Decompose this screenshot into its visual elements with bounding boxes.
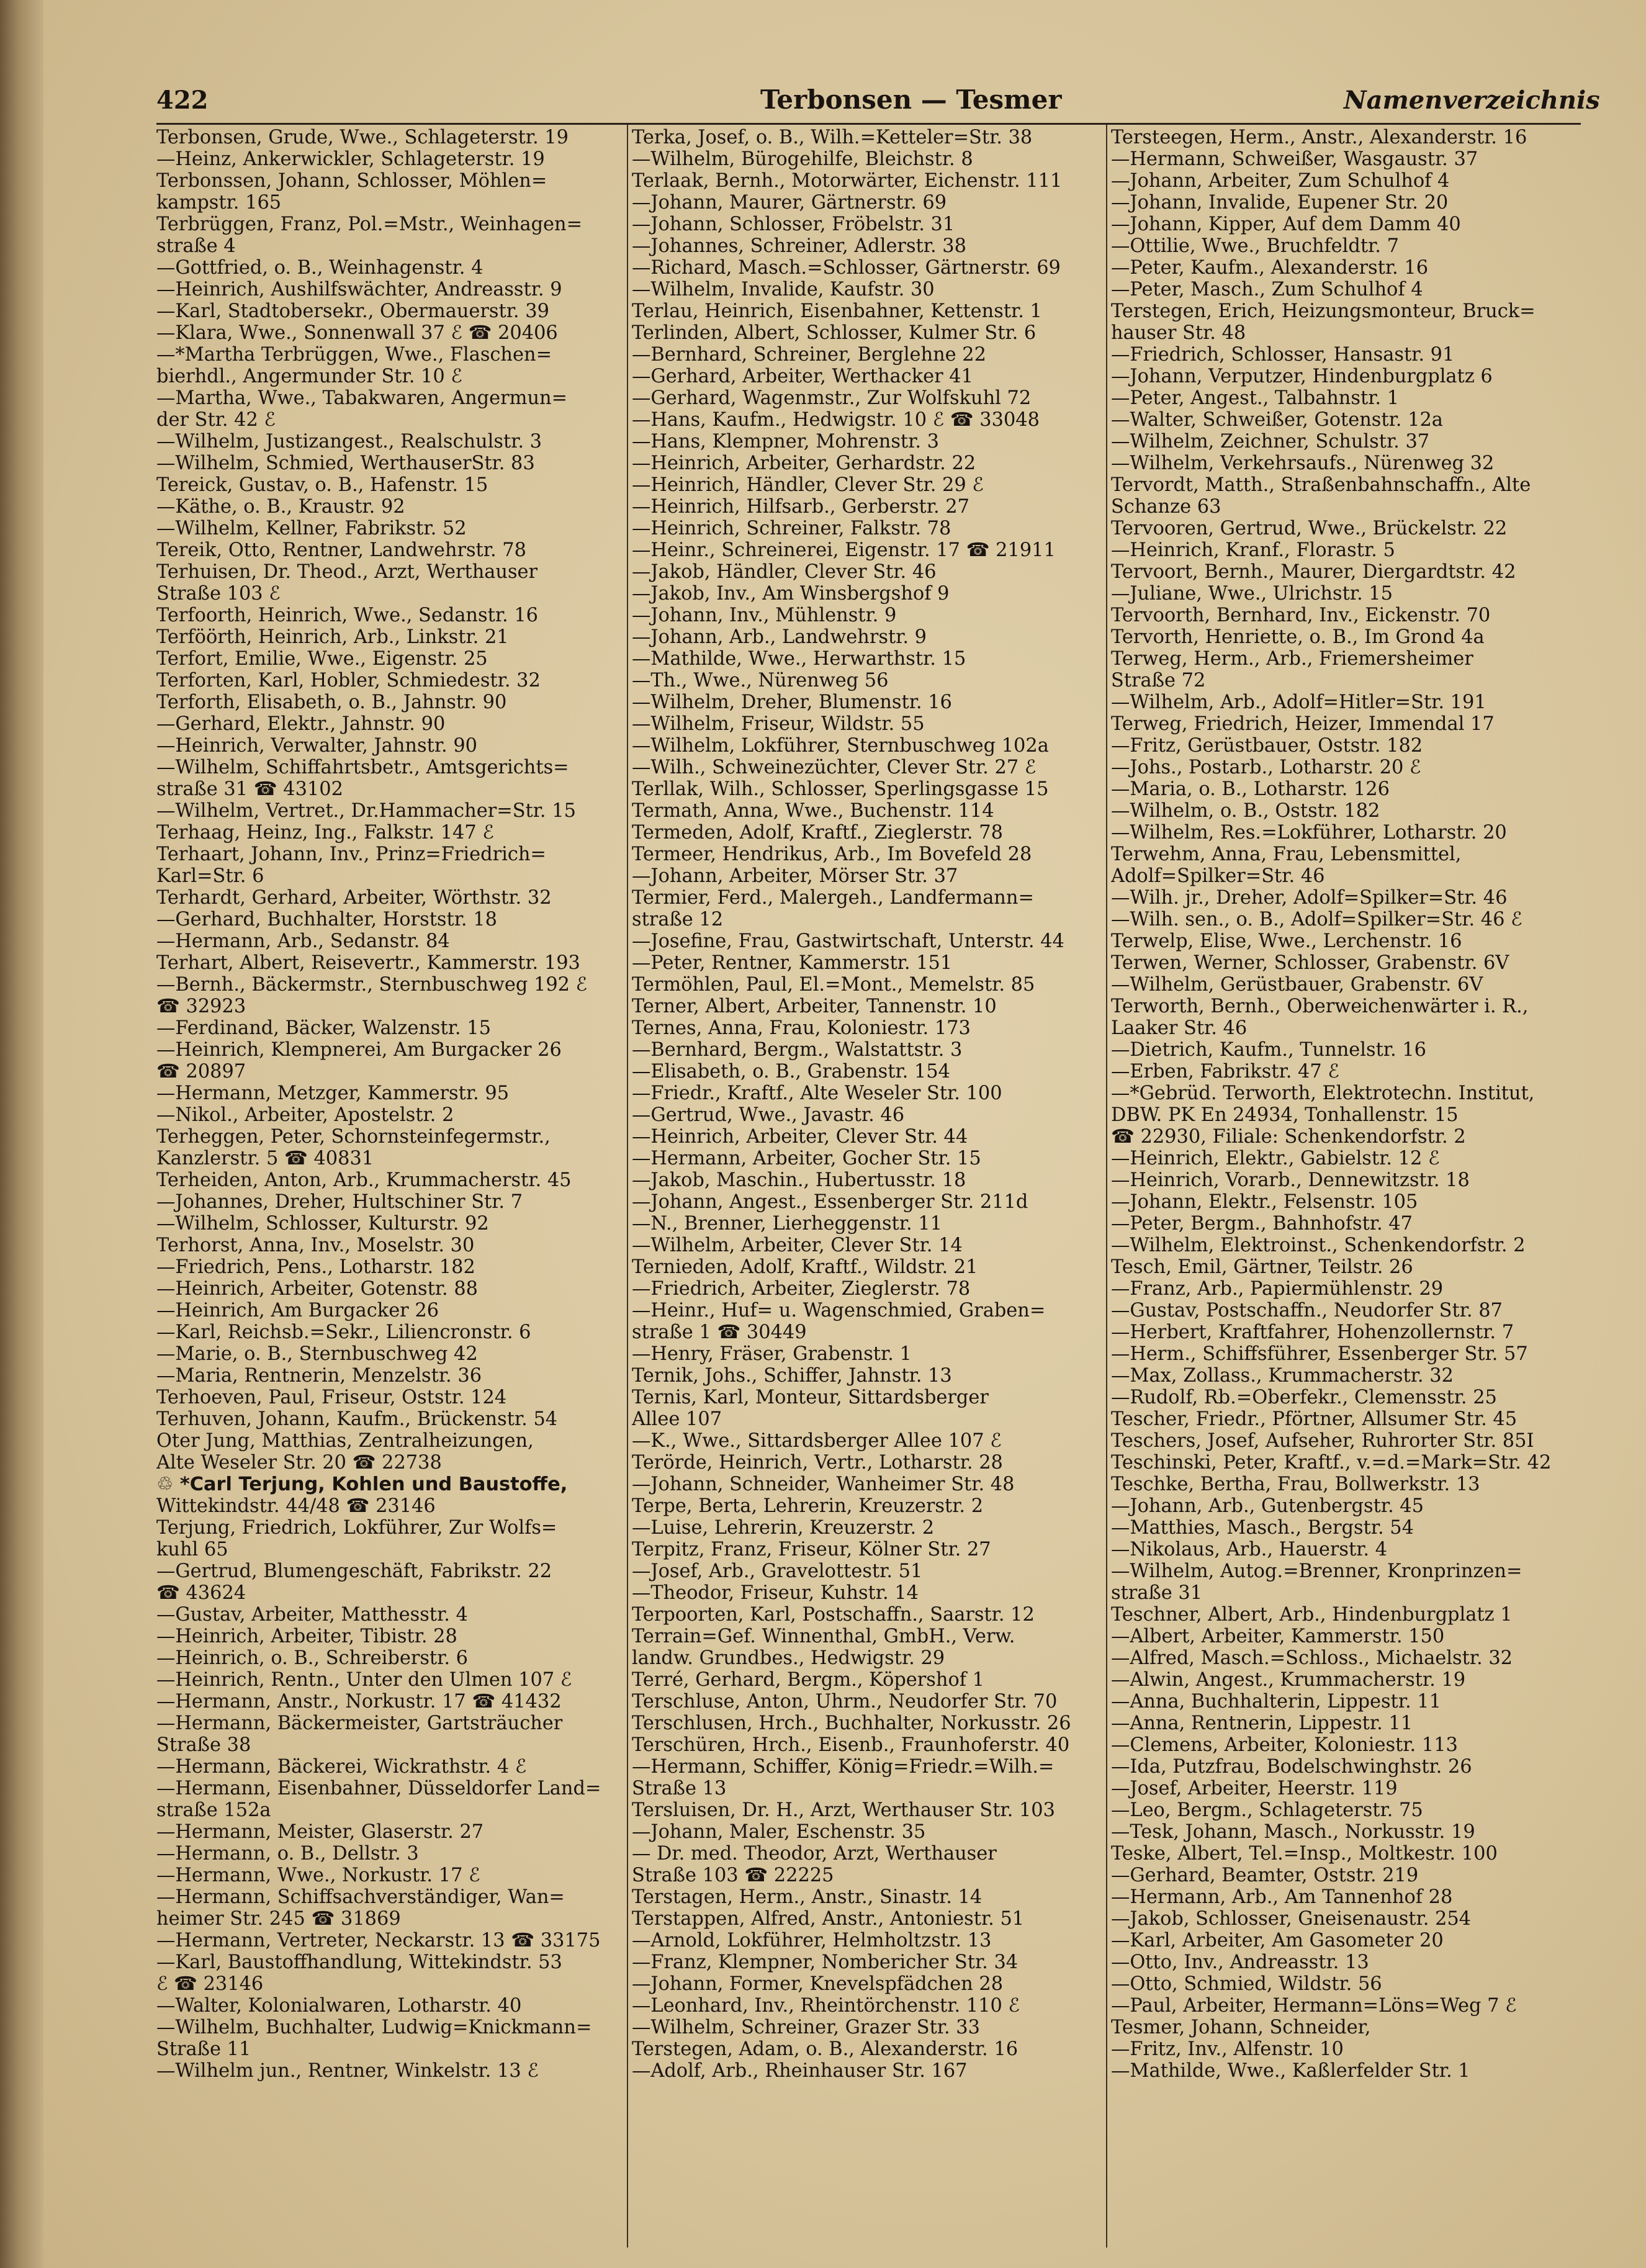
directory-entry-line: —Friedr., Kraftf., Alte Weseler Str. 100 bbox=[632, 1082, 1002, 1104]
directory-entry-line: Terlau, Heinrich, Eisenbahner, Kettenstr. 1 bbox=[632, 300, 1042, 322]
directory-entry-line: —Wilhelm, Gerüstbauer, Grabenstr. 6V bbox=[1111, 974, 1483, 996]
directory-entry-line: —Johann, Former, Knevelspfädchen 28 bbox=[632, 1973, 1004, 1995]
directory-entry-line: —Gerhard, Elektr., Jahnstr. 90 bbox=[156, 713, 446, 735]
directory-entry-line: —Heinrich, Aushilfswächter, Andreasstr. 9 bbox=[156, 279, 562, 300]
directory-entry-line: Terforten, Karl, Hobler, Schmiedestr. 32 bbox=[156, 670, 541, 691]
directory-entry-line: —Walter, Kolonialwaren, Lotharstr. 40 bbox=[156, 1995, 522, 2017]
directory-entry-line: ♲ *Carl Terjung, Kohlen und Baustoffe, bbox=[156, 1474, 568, 1495]
directory-entry-line: Teschner, Albert, Arb., Hindenburgplatz 1 bbox=[1111, 1604, 1513, 1626]
directory-entry-line: —Käthe, o. B., Kraustr. 92 bbox=[156, 496, 405, 518]
directory-entry-line: Terheggen, Peter, Schornsteinfegermstr., bbox=[156, 1126, 551, 1148]
directory-entry-line: —Hermann, Arb., Am Tannenhof 28 bbox=[1111, 1886, 1453, 1908]
directory-entry-line: Terforth, Elisabeth, o. B., Jahnstr. 90 bbox=[156, 691, 507, 713]
directory-entry-line: —Wilhelm, Justizangest., Realschulstr. 3 bbox=[156, 431, 542, 452]
directory-entry-line: —Tesk, Johann, Masch., Norkusstr. 19 bbox=[1111, 1821, 1475, 1843]
directory-entry-line: —Dietrich, Kaufm., Tunnelstr. 16 bbox=[1111, 1039, 1426, 1061]
directory-entry-line: Terpoorten, Karl, Postschaffn., Saarstr. 12 bbox=[632, 1604, 1035, 1626]
directory-entry-line: —Herm., Schiffsführer, Essenberger Str. 57 bbox=[1111, 1343, 1528, 1365]
directory-entry-line: —Heinr., Huf= u. Wagenschmied, Graben= bbox=[632, 1300, 1046, 1321]
directory-entry-line: —Heinrich, Verwalter, Jahnstr. 90 bbox=[156, 735, 477, 757]
directory-entry-line: Teske, Albert, Tel.=Insp., Moltkestr. 100 bbox=[1111, 1843, 1498, 1865]
directory-entry-line: —Johannes, Dreher, Hultschiner Str. 7 bbox=[156, 1191, 523, 1213]
directory-entry-line: Adolf=Spilker=Str. 46 bbox=[1111, 865, 1325, 887]
column-divider bbox=[627, 125, 628, 2248]
directory-entry-line: Terschüren, Hrch., Eisenb., Fraunhoferstr. 40 bbox=[632, 1734, 1070, 1756]
directory-entry-line: Teschke, Bertha, Frau, Bollwerkstr. 13 bbox=[1111, 1474, 1480, 1495]
directory-entry-line: —Johann, Arb., Gutenbergstr. 45 bbox=[1111, 1495, 1424, 1517]
directory-entry-line: —Johann, Arbeiter, Mörser Str. 37 bbox=[632, 865, 958, 887]
directory-entry-line: Terschlusen, Hrch., Buchhalter, Norkusstr. 26 bbox=[632, 1712, 1071, 1734]
page-number: 422 bbox=[156, 86, 209, 115]
directory-entry-line: —Th., Wwe., Nürenweg 56 bbox=[632, 670, 889, 691]
directory-entry-line: —Wilhelm, Arbeiter, Clever Str. 14 bbox=[632, 1235, 963, 1256]
directory-entry-line: ☎ 22930, Filiale: Schenkendorfstr. 2 bbox=[1111, 1126, 1466, 1148]
directory-entry-line: Terfoorth, Heinrich, Wwe., Sedanstr. 16 bbox=[156, 605, 538, 626]
directory-entry-line: —Wilhelm jun., Rentner, Winkelstr. 13 ℰ bbox=[156, 2060, 539, 2082]
directory-entry-line: —Hermann, Bäckerei, Wickrathstr. 4 ℰ bbox=[156, 1756, 527, 1778]
directory-entry-line: Terhoeven, Paul, Friseur, Oststr. 124 bbox=[156, 1387, 507, 1408]
directory-entry-line: —Heinrich, Arbeiter, Tibistr. 28 bbox=[156, 1626, 457, 1647]
directory-entry-line: Tesmer, Johann, Schneider, bbox=[1111, 2017, 1371, 2038]
directory-entry-line: —Johann, Schlosser, Fröbelstr. 31 bbox=[632, 214, 955, 235]
directory-entry-line: Terhardt, Gerhard, Arbeiter, Wörthstr. 32 bbox=[156, 887, 552, 909]
directory-entry-line: Terlinden, Albert, Schlosser, Kulmer Str. 6 bbox=[632, 322, 1037, 344]
directory-entry-line: —Alwin, Angest., Krummacherstr. 19 bbox=[1111, 1669, 1466, 1691]
directory-entry-line: bierhdl., Angermunder Str. 10 ℰ bbox=[156, 366, 462, 387]
directory-entry-line: Teschers, Josef, Aufseher, Ruhrorter Str. 85I bbox=[1111, 1430, 1534, 1452]
directory-entry-line: —Bernh., Bäckermstr., Sternbuschweg 192 ℰ bbox=[156, 974, 588, 996]
directory-entry-line: —Heinrich, Händler, Clever Str. 29 ℰ bbox=[632, 474, 984, 496]
directory-entry-line: Tersluisen, Dr. H., Arzt, Werthauser Str. 103 bbox=[632, 1799, 1055, 1821]
directory-entry-line: straße 12 bbox=[632, 909, 724, 930]
directory-entry-line: —Hermann, Arbeiter, Gocher Str. 15 bbox=[632, 1148, 981, 1169]
directory-column-right bbox=[1111, 127, 1583, 2082]
directory-entry-line: —K., Wwe., Sittardsberger Allee 107 ℰ bbox=[632, 1430, 1002, 1452]
directory-entry-line: Terwen, Werner, Schlosser, Grabenstr. 6V bbox=[1111, 952, 1509, 974]
directory-entry-line: Terworth, Bernh., Oberweichenwärter i. R., bbox=[1111, 996, 1529, 1017]
directory-entry-line: —Josef, Arb., Gravelottestr. 51 bbox=[632, 1560, 923, 1582]
directory-entry-line: —Heinrich, Klempnerei, Am Burgacker 26 bbox=[156, 1039, 562, 1061]
directory-entry-line: —Leonhard, Inv., Rheintörchenstr. 110 ℰ bbox=[632, 1995, 1020, 2017]
directory-entry-line: —Otto, Schmied, Wildstr. 56 bbox=[1111, 1973, 1382, 1995]
directory-entry-line: Terjung, Friedrich, Lokführer, Zur Wolfs= bbox=[156, 1517, 557, 1539]
directory-entry-line: —Hermann, Vertreter, Neckarstr. 13 ☎ 33175 bbox=[156, 1930, 601, 1951]
directory-entry-line: —N., Brenner, Lierheggenstr. 11 bbox=[632, 1213, 942, 1235]
directory-entry-line: Tervooren, Gertrud, Wwe., Brückelstr. 22 bbox=[1111, 518, 1508, 539]
directory-entry-line: der Str. 42 ℰ bbox=[156, 409, 276, 431]
directory-entry-line: Terörde, Heinrich, Vertr., Lotharstr. 28 bbox=[632, 1452, 1003, 1474]
directory-entry-line: Terré, Gerhard, Bergm., Köpershof 1 bbox=[632, 1669, 984, 1691]
directory-entry-line: —Ferdinand, Bäcker, Walzenstr. 15 bbox=[156, 1017, 491, 1039]
directory-entry-line: —Wilhelm, Buchhalter, Ludwig=Knickmann= bbox=[156, 2017, 592, 2038]
directory-column-left bbox=[156, 127, 625, 2082]
directory-entry-line: Terrain=Gef. Winnenthal, GmbH., Verw. bbox=[632, 1626, 1015, 1647]
directory-entry-line: —Fritz, Gerüstbauer, Oststr. 182 bbox=[1111, 735, 1423, 757]
directory-entry-line: Termeer, Hendrikus, Arb., Im Bovefeld 28 bbox=[632, 844, 1032, 865]
directory-entry-line: —Friedrich, Arbeiter, Zieglerstr. 78 bbox=[632, 1278, 971, 1300]
directory-entry-line: ☎ 20897 bbox=[156, 1061, 246, 1082]
directory-entry-line: —Wilhelm, Vertret., Dr.Hammacher=Str. 15 bbox=[156, 800, 576, 822]
directory-entry-line: —Johann, Elektr., Felsenstr. 105 bbox=[1111, 1191, 1418, 1213]
directory-entry-line: —Peter, Bergm., Bahnhofstr. 47 bbox=[1111, 1213, 1413, 1235]
directory-entry-line: Allee 107 bbox=[632, 1408, 722, 1430]
directory-entry-line: —*Gebrüd. Terworth, Elektrotechn. Institut, bbox=[1111, 1082, 1535, 1104]
directory-entry-line: Terhuisen, Dr. Theod., Arzt, Werthauser bbox=[156, 561, 538, 583]
directory-entry-line: Terschluse, Anton, Uhrm., Neudorfer Str. 70 bbox=[632, 1691, 1058, 1712]
directory-entry-line: —Heinrich, Arbeiter, Gotenstr. 88 bbox=[156, 1278, 479, 1300]
directory-entry-line: —Adolf, Arb., Rheinhauser Str. 167 bbox=[632, 2060, 968, 2082]
directory-entry-line: Terllak, Wilh., Schlosser, Sperlingsgasse 15 bbox=[632, 778, 1049, 800]
directory-entry-line: —Heinrich, Elektr., Gabielstr. 12 ℰ bbox=[1111, 1148, 1440, 1169]
directory-entry-line: —Luise, Lehrerin, Kreuzerstr. 2 bbox=[632, 1517, 935, 1539]
directory-entry-line: —Johann, Maurer, Gärtnerstr. 69 bbox=[632, 192, 947, 214]
directory-entry-line: —Alfred, Masch.=Schloss., Michaelstr. 32 bbox=[1111, 1647, 1513, 1669]
directory-entry-line: —Heinrich, Rentn., Unter den Ulmen 107 ℰ bbox=[156, 1669, 572, 1691]
directory-entry-line: —Hermann, Arb., Sedanstr. 84 bbox=[156, 930, 450, 952]
directory-entry-line: ☎ 32923 bbox=[156, 996, 246, 1017]
directory-entry-line: —Anna, Rentnerin, Lippestr. 11 bbox=[1111, 1712, 1413, 1734]
directory-entry-line: DBW. PK En 24934, Tonhallenstr. 15 bbox=[1111, 1104, 1459, 1126]
directory-entry-line: —Karl, Stadtobersekr., Obermauerstr. 39 bbox=[156, 300, 549, 322]
directory-entry-line: —Johann, Arbeiter, Zum Schulhof 4 bbox=[1111, 170, 1450, 192]
directory-entry-line: —Heinrich, Vorarb., Dennewitzstr. 18 bbox=[1111, 1169, 1470, 1191]
directory-entry-line: —Wilhelm, Autog.=Brenner, Kronprinzen= bbox=[1111, 1560, 1522, 1582]
directory-entry-line: —Gerhard, Arbeiter, Werthacker 41 bbox=[632, 366, 973, 387]
directory-entry-line: —Gustav, Arbeiter, Matthesstr. 4 bbox=[156, 1604, 468, 1626]
directory-entry-line: —Wilh. sen., o. B., Adolf=Spilker=Str. 46 ℰ bbox=[1111, 909, 1522, 930]
directory-entry-line: Tescher, Friedr., Pförtner, Allsumer Str. 45 bbox=[1111, 1408, 1518, 1430]
directory-entry-line: —Mathilde, Wwe., Herwarthstr. 15 bbox=[632, 648, 966, 670]
directory-entry-line: —Johann, Invalide, Eupener Str. 20 bbox=[1111, 192, 1449, 214]
directory-entry-line: —Johann, Angest., Essenberger Str. 211d bbox=[632, 1191, 1028, 1213]
directory-entry-line: Terpitz, Franz, Friseur, Kölner Str. 27 bbox=[632, 1539, 991, 1560]
directory-entry-line: Ternik, Johs., Schiffer, Jahnstr. 13 bbox=[632, 1365, 952, 1387]
directory-entry-line: —Heinrich, Schreiner, Falkstr. 78 bbox=[632, 518, 951, 539]
directory-entry-line: straße 31 ☎ 43102 bbox=[156, 778, 343, 800]
directory-entry-line: —Wilhelm, Schmied, WerthauserStr. 83 bbox=[156, 452, 535, 474]
directory-entry-line: Ternis, Karl, Monteur, Sittardsberger bbox=[632, 1387, 989, 1408]
directory-entry-line: Schanze 63 bbox=[1111, 496, 1221, 518]
directory-entry-line: —Johs., Postarb., Lotharstr. 20 ℰ bbox=[1111, 757, 1421, 778]
directory-entry-line: —Gustav, Postschaffn., Neudorfer Str. 87 bbox=[1111, 1300, 1503, 1321]
directory-entry-line: landw. Grundbes., Hedwigstr. 29 bbox=[632, 1647, 945, 1669]
directory-entry-line: Tervoort, Bernh., Maurer, Diergardtstr. 42 bbox=[1111, 561, 1516, 583]
directory-entry-line: Terstagen, Herm., Anstr., Sinastr. 14 bbox=[632, 1886, 983, 1908]
directory-entry-line: —Heinrich, Arbeiter, Clever Str. 44 bbox=[632, 1126, 968, 1148]
directory-entry-line: Straße 11 bbox=[156, 2038, 251, 2060]
directory-entry-line: —Martha, Wwe., Tabakwaren, Angermun= bbox=[156, 387, 568, 409]
directory-entry-line: —Hermann, Schiffer, König=Friedr.=Wilh.= bbox=[632, 1756, 1055, 1778]
directory-entry-line: —Wilhelm, Elektroinst., Schenkendorfstr. 2 bbox=[1111, 1235, 1526, 1256]
directory-entry-line: —Hermann, Bäckermeister, Gartsträucher bbox=[156, 1712, 563, 1734]
directory-entry-line: —Anna, Buchhalterin, Lippestr. 11 bbox=[1111, 1691, 1441, 1712]
directory-entry-line: —Franz, Klempner, Nombericher Str. 34 bbox=[632, 1951, 1019, 1973]
directory-entry-line: Straße 38 bbox=[156, 1734, 251, 1756]
directory-entry-line: Terka, Josef, o. B., Wilh.=Ketteler=Str. 38 bbox=[632, 127, 1033, 148]
directory-entry-line: —Josefine, Frau, Gastwirtschaft, Unterstr. 44 bbox=[632, 930, 1064, 952]
directory-entry-line: —Elisabeth, o. B., Grabenstr. 154 bbox=[632, 1061, 950, 1082]
directory-entry-line: —Hermann, Metzger, Kammerstr. 95 bbox=[156, 1082, 510, 1104]
directory-entry-line: —Ida, Putzfrau, Bodelschwinghstr. 26 bbox=[1111, 1756, 1472, 1778]
directory-entry-line: Tereik, Otto, Rentner, Landwehrstr. 78 bbox=[156, 539, 526, 561]
directory-entry-line: Terhart, Albert, Reisevertr., Kammerstr. 193 bbox=[156, 952, 580, 974]
directory-entry-line: Terbonssen, Johann, Schlosser, Möhlen= bbox=[156, 170, 547, 192]
directory-entry-line: —Wilhelm, Res.=Lokführer, Lotharstr. 20 bbox=[1111, 822, 1507, 844]
directory-entry-line: —Johann, Inv., Mühlenstr. 9 bbox=[632, 605, 897, 626]
directory-entry-line: —Johann, Schneider, Wanheimer Str. 48 bbox=[632, 1474, 1015, 1495]
directory-entry-line: —Wilhelm, Friseur, Wildstr. 55 bbox=[632, 713, 925, 735]
directory-entry-line: Terweg, Herm., Arb., Friemersheimer bbox=[1111, 648, 1473, 670]
directory-entry-line: Terbrüggen, Franz, Pol.=Mstr., Weinhagen= bbox=[156, 214, 583, 235]
directory-entry-line: —Heinrich, Arbeiter, Gerhardstr. 22 bbox=[632, 452, 976, 474]
directory-entry-line: —Peter, Angest., Talbahnstr. 1 bbox=[1111, 387, 1400, 409]
directory-entry-line: straße 4 bbox=[156, 235, 236, 257]
directory-entry-line: Kanzlerstr. 5 ☎ 40831 bbox=[156, 1148, 374, 1169]
directory-entry-line: Terstegen, Adam, o. B., Alexanderstr. 16 bbox=[632, 2038, 1019, 2060]
directory-entry-line: Terniеden, Adolf, Kraftf., Wildstr. 21 bbox=[632, 1256, 978, 1278]
section-title: Namenverzeichnis bbox=[1344, 86, 1600, 115]
directory-entry-line: —Peter, Rentner, Kammerstr. 151 bbox=[632, 952, 953, 974]
directory-entry-line: Terpe, Berta, Lehrerin, Kreuzerstr. 2 bbox=[632, 1495, 984, 1517]
directory-entry-line: —Wilh., Schweinezüchter, Clever Str. 27 ℰ bbox=[632, 757, 1037, 778]
directory-entry-line: —Wilhelm, Schlosser, Kulturstr. 92 bbox=[156, 1213, 489, 1235]
directory-entry-line: —Jakob, Maschin., Hubertusstr. 18 bbox=[632, 1169, 966, 1191]
directory-entry-line: Terbonsen, Grude, Wwe., Schlageterstr. 19 bbox=[156, 127, 569, 148]
directory-entry-line: —Heinrich, Kranf., Florastr. 5 bbox=[1111, 539, 1395, 561]
directory-entry-line: Terhorst, Anna, Inv., Moselstr. 30 bbox=[156, 1235, 475, 1256]
directory-entry-line: Tesch, Emil, Gärtner, Teilstr. 26 bbox=[1111, 1256, 1413, 1278]
directory-entry-line: —Hermann, Eisenbahner, Düsseldorfer Land= bbox=[156, 1778, 601, 1799]
directory-entry-line: heimer Str. 245 ☎ 31869 bbox=[156, 1908, 401, 1930]
directory-entry-line: Tervoorth, Bernhard, Inv., Eickenstr. 70 bbox=[1111, 605, 1491, 626]
directory-entry-line: Terlaak, Bernh., Motorwärter, Eichenstr. 111 bbox=[632, 170, 1063, 192]
directory-entry-line: Straße 13 bbox=[632, 1778, 727, 1799]
directory-entry-line: —Richard, Masch.=Schlosser, Gärtnerstr. 69 bbox=[632, 257, 1061, 279]
directory-entry-line: Termath, Anna, Wwe., Buchenstr. 114 bbox=[632, 800, 994, 822]
directory-entry-line: —Otto, Inv., Andreasstr. 13 bbox=[1111, 1951, 1369, 1973]
directory-entry-line: Terstegen, Erich, Heizungsmonteur, Bruck= bbox=[1111, 300, 1536, 322]
directory-entry-line: kampstr. 165 bbox=[156, 192, 282, 214]
directory-entry-line: —Gerhard, Buchhalter, Horststr. 18 bbox=[156, 909, 497, 930]
directory-entry-line: Oter Jung, Matthias, Zentralheizungen, bbox=[156, 1430, 534, 1452]
directory-entry-line: straße 152a bbox=[156, 1799, 271, 1821]
directory-entry-line: —Ottilie, Wwe., Bruchfeldtr. 7 bbox=[1111, 235, 1399, 257]
directory-entry-line: Tervordt, Matth., Straßenbahnschaffn., Alte bbox=[1111, 474, 1531, 496]
directory-entry-line: ☎ 43624 bbox=[156, 1582, 246, 1604]
directory-entry-line: —Hans, Klempner, Mohrenstr. 3 bbox=[632, 431, 939, 452]
directory-entry-line: —Hermann, Meister, Glaserstr. 27 bbox=[156, 1821, 484, 1843]
directory-entry-line: Terhaart, Johann, Inv., Prinz=Friedrich= bbox=[156, 844, 546, 865]
directory-entry-line: Straße 103 ℰ bbox=[156, 583, 281, 605]
directory-entry-line: —Theodor, Friseur, Kuhstr. 14 bbox=[632, 1582, 919, 1604]
directory-entry-line: —Nikol., Arbeiter, Apostelstr. 2 bbox=[156, 1104, 454, 1126]
directory-entry-line: Ternes, Anna, Frau, Koloniestr. 173 bbox=[632, 1017, 971, 1039]
directory-entry-line: —Heinrich, o. B., Schreiberstr. 6 bbox=[156, 1647, 468, 1669]
directory-entry-line: —Peter, Masch., Zum Schulhof 4 bbox=[1111, 279, 1423, 300]
directory-entry-line: —Matthies, Masch., Bergstr. 54 bbox=[1111, 1517, 1414, 1539]
directory-entry-line: —Rudolf, Rb.=Oberfekr., Clemensstr. 25 bbox=[1111, 1387, 1497, 1408]
directory-entry-line: Termier, Ferd., Malergeh., Landfermann= bbox=[632, 887, 1034, 909]
directory-entry-line: —Hermann, Anstr., Norkustr. 17 ☎ 41432 bbox=[156, 1691, 562, 1712]
page-title: Terbonsen — Tesmer bbox=[760, 84, 1062, 115]
directory-entry-line: straße 1 ☎ 30449 bbox=[632, 1321, 807, 1343]
directory-entry-line: Terhuven, Johann, Kaufm., Brückenstr. 54 bbox=[156, 1408, 558, 1430]
directory-entry-line: —Heinrich, Hilfsarb., Gerberstr. 27 bbox=[632, 496, 969, 518]
directory-entry-line: —Maria, Rentnerin, Menzelstr. 36 bbox=[156, 1365, 482, 1387]
directory-entry-line: —Wilhelm, Verkehrsaufs., Nürenweg 32 bbox=[1111, 452, 1495, 474]
directory-entry-line: —Walter, Schweißer, Gotenstr. 12a bbox=[1111, 409, 1443, 431]
directory-entry-line: —Wilhelm, Zeichner, Schulstr. 37 bbox=[1111, 431, 1430, 452]
directory-entry-line: Terstappen, Alfred, Anstr., Antoniestr. 51 bbox=[632, 1908, 1025, 1930]
directory-entry-line: —Heinz, Ankerwickler, Schlageterstr. 19 bbox=[156, 148, 545, 170]
directory-entry-line: Tersteegen, Herm., Anstr., Alexanderstr. 16 bbox=[1111, 127, 1527, 148]
directory-entry-line: —Karl, Baustoffhandlung, Wittekindstr. 53 bbox=[156, 1951, 562, 1973]
directory-entry-line: —Josef, Arbeiter, Heerstr. 119 bbox=[1111, 1778, 1398, 1799]
directory-entry-line: —Friedrich, Pens., Lotharstr. 182 bbox=[156, 1256, 475, 1278]
directory-entry-line: —Hermann, Schweißer, Wasgaustr. 37 bbox=[1111, 148, 1478, 170]
directory-entry-line: Straße 72 bbox=[1111, 670, 1206, 691]
book-binding-edge bbox=[0, 0, 43, 2268]
directory-entry-line: —Paul, Arbeiter, Hermann=Löns=Weg 7 ℰ bbox=[1111, 1995, 1517, 2017]
directory-entry-line: —Erben, Fabrikstr. 47 ℰ bbox=[1111, 1061, 1339, 1082]
directory-entry-line: —Wilhelm, Arb., Adolf=Hitler=Str. 191 bbox=[1111, 691, 1486, 713]
directory-entry-line: —Leo, Bergm., Schlageterstr. 75 bbox=[1111, 1799, 1423, 1821]
directory-entry-line: —Hans, Kaufm., Hedwigstr. 10 ℰ ☎ 33048 bbox=[632, 409, 1040, 431]
directory-entry-line: —Gerhard, Wagenmstr., Zur Wolfskuhl 72 bbox=[632, 387, 1032, 409]
directory-entry-line: —Jakob, Inv., Am Winsbergshof 9 bbox=[632, 583, 950, 605]
directory-entry-line: Tereick, Gustav, o. B., Hafenstr. 15 bbox=[156, 474, 488, 496]
directory-entry-line: Teschinski, Peter, Kraftf., v.=d.=Mark=Str. 42 bbox=[1111, 1452, 1552, 1474]
directory-entry-line: —Johann, Kipper, Auf dem Damm 40 bbox=[1111, 214, 1461, 235]
directory-entry-line: Karl=Str. 6 bbox=[156, 865, 264, 887]
directory-entry-line: kuhl 65 bbox=[156, 1539, 228, 1560]
directory-entry-line: Terweg, Friedrich, Heizer, Immendal 17 bbox=[1111, 713, 1495, 735]
directory-entry-line: —Wilhelm, Schiffahrtsbetr., Amtsgerichts= bbox=[156, 757, 569, 778]
directory-entry-line: —Wilhelm, Invalide, Kaufstr. 30 bbox=[632, 279, 935, 300]
directory-entry-line: —Wilhelm, Schreiner, Grazer Str. 33 bbox=[632, 2017, 980, 2038]
directory-entry-line: —Jakob, Händler, Clever Str. 46 bbox=[632, 561, 937, 583]
directory-entry-line: straße 31 bbox=[1111, 1582, 1203, 1604]
directory-entry-line: Terföörth, Heinrich, Arb., Linkstr. 21 bbox=[156, 626, 509, 648]
directory-entry-line: —Friedrich, Schlosser, Hansastr. 91 bbox=[1111, 344, 1455, 366]
directory-entry-line: — Dr. med. Theodor, Arzt, Werthauser bbox=[632, 1843, 997, 1865]
directory-entry-line: Termöhlen, Paul, El.=Mont., Memelstr. 85 bbox=[632, 974, 1035, 996]
directory-entry-line: —Karl, Arbeiter, Am Gasometer 20 bbox=[1111, 1930, 1444, 1951]
directory-entry-line: —Max, Zollass., Krummacherstr. 32 bbox=[1111, 1365, 1454, 1387]
directory-entry-line: —Peter, Kaufm., Alexanderstr. 16 bbox=[1111, 257, 1429, 279]
directory-entry-line: —Hermann, o. B., Dellstr. 3 bbox=[156, 1843, 419, 1865]
directory-entry-line: —*Martha Terbrüggen, Wwe., Flaschen= bbox=[156, 344, 552, 366]
directory-entry-line: Laaker Str. 46 bbox=[1111, 1017, 1248, 1039]
directory-entry-line: —Johannes, Schreiner, Adlerstr. 38 bbox=[632, 235, 966, 257]
directory-entry-line: —Arnold, Lokführer, Helmholtzstr. 13 bbox=[632, 1930, 992, 1951]
header-rule bbox=[156, 123, 1581, 125]
column-divider bbox=[1106, 125, 1107, 2248]
directory-entry-line: —Johann, Arb., Landwehrstr. 9 bbox=[632, 626, 927, 648]
directory-entry-line: Termeden, Adolf, Kraftf., Zieglerstr. 78 bbox=[632, 822, 1003, 844]
directory-entry-line: Tervorth, Henriette, o. B., Im Grond 4a bbox=[1111, 626, 1485, 648]
directory-entry-line: —Gertrud, Wwe., Javastr. 46 bbox=[632, 1104, 905, 1126]
directory-entry-line: —Hermann, Wwe., Norkustr. 17 ℰ bbox=[156, 1865, 480, 1886]
directory-entry-line: —Heinrich, Am Burgacker 26 bbox=[156, 1300, 439, 1321]
directory-entry-line: —Wilhelm, o. B., Oststr. 182 bbox=[1111, 800, 1380, 822]
directory-entry-line: —Maria, o. B., Lotharstr. 126 bbox=[1111, 778, 1390, 800]
directory-entry-line: —Wilhelm, Dreher, Blumenstr. 16 bbox=[632, 691, 952, 713]
directory-entry-line: —Herbert, Kraftfahrer, Hohenzollernstr. 7 bbox=[1111, 1321, 1514, 1343]
directory-entry-line: —Gerhard, Beamter, Oststr. 219 bbox=[1111, 1865, 1419, 1886]
directory-entry-line: Terwehm, Anna, Frau, Lebensmittel, bbox=[1111, 844, 1462, 865]
directory-entry-line: Wittekindstr. 44/48 ☎ 23146 bbox=[156, 1495, 436, 1517]
directory-entry-line: —Bernhard, Bergm., Walstattstr. 3 bbox=[632, 1039, 963, 1061]
directory-entry-line: —Henry, Fräser, Grabenstr. 1 bbox=[632, 1343, 912, 1365]
directory-entry-line: —Franz, Arb., Papiermühlenstr. 29 bbox=[1111, 1278, 1444, 1300]
directory-entry-line: Terner, Albert, Arbeiter, Tannenstr. 10 bbox=[632, 996, 997, 1017]
directory-entry-line: hauser Str. 48 bbox=[1111, 322, 1246, 344]
directory-entry-line: —Hermann, Schiffsachverständiger, Wan= bbox=[156, 1886, 565, 1908]
directory-entry-line: —Wilhelm, Bürogehilfe, Bleichstr. 8 bbox=[632, 148, 973, 170]
directory-entry-line: —Heinr., Schreinerei, Eigenstr. 17 ☎ 21911 bbox=[632, 539, 1056, 561]
directory-entry-line: Terwelp, Elise, Wwe., Lerchenstr. 16 bbox=[1111, 930, 1462, 952]
directory-entry-line: —Juliane, Wwe., Ulrichstr. 15 bbox=[1111, 583, 1393, 605]
directory-entry-line: —Gottfried, o. B., Weinhagenstr. 4 bbox=[156, 257, 483, 279]
directory-entry-line: Straße 103 ☎ 22225 bbox=[632, 1865, 834, 1886]
directory-entry-line: —Klara, Wwe., Sonnenwall 37 ℰ ☎ 20406 bbox=[156, 322, 558, 344]
directory-entry-line: —Gertrud, Blumengeschäft, Fabrikstr. 22 bbox=[156, 1560, 552, 1582]
directory-entry-line: —Albert, Arbeiter, Kammerstr. 150 bbox=[1111, 1626, 1445, 1647]
directory-entry-line: —Wilh. jr., Dreher, Adolf=Spilker=Str. 46 bbox=[1111, 887, 1508, 909]
directory-entry-line: —Wilhelm, Lokführer, Sternbuschweg 102a bbox=[632, 735, 1049, 757]
directory-entry-line: ℰ ☎ 23146 bbox=[156, 1973, 264, 1995]
directory-entry-line: Alte Weseler Str. 20 ☎ 22738 bbox=[156, 1452, 442, 1474]
directory-entry-line: —Fritz, Inv., Alfenstr. 10 bbox=[1111, 2038, 1344, 2060]
directory-entry-line: —Jakob, Schlosser, Gneisenaustr. 254 bbox=[1111, 1908, 1472, 1930]
directory-entry-line: —Bernhard, Schreiner, Berglehne 22 bbox=[632, 344, 986, 366]
directory-entry-line: —Johann, Maler, Eschenstr. 35 bbox=[632, 1821, 926, 1843]
directory-entry-line: —Nikolaus, Arb., Hauerstr. 4 bbox=[1111, 1539, 1388, 1560]
directory-entry-line: —Wilhelm, Kellner, Fabrikstr. 52 bbox=[156, 518, 467, 539]
directory-entry-line: Terhaag, Heinz, Ing., Falkstr. 147 ℰ bbox=[156, 822, 494, 844]
directory-entry-line: —Marie, o. B., Sternbuschweg 42 bbox=[156, 1343, 478, 1365]
directory-entry-line: —Johann, Verputzer, Hindenburgplatz 6 bbox=[1111, 366, 1493, 387]
directory-entry-line: —Mathilde, Wwe., Kaßlerfelder Str. 1 bbox=[1111, 2060, 1470, 2082]
directory-entry-line: —Clemens, Arbeiter, Koloniestr. 113 bbox=[1111, 1734, 1458, 1756]
directory-entry-line: Terfort, Emilie, Wwe., Eigenstr. 25 bbox=[156, 648, 488, 670]
directory-column-middle bbox=[632, 127, 1102, 2082]
directory-entry-line: Terheiden, Anton, Arb., Krummacherstr. 45 bbox=[156, 1169, 572, 1191]
directory-entry-line: —Karl, Reichsb.=Sekr., Liliencronstr. 6 bbox=[156, 1321, 531, 1343]
